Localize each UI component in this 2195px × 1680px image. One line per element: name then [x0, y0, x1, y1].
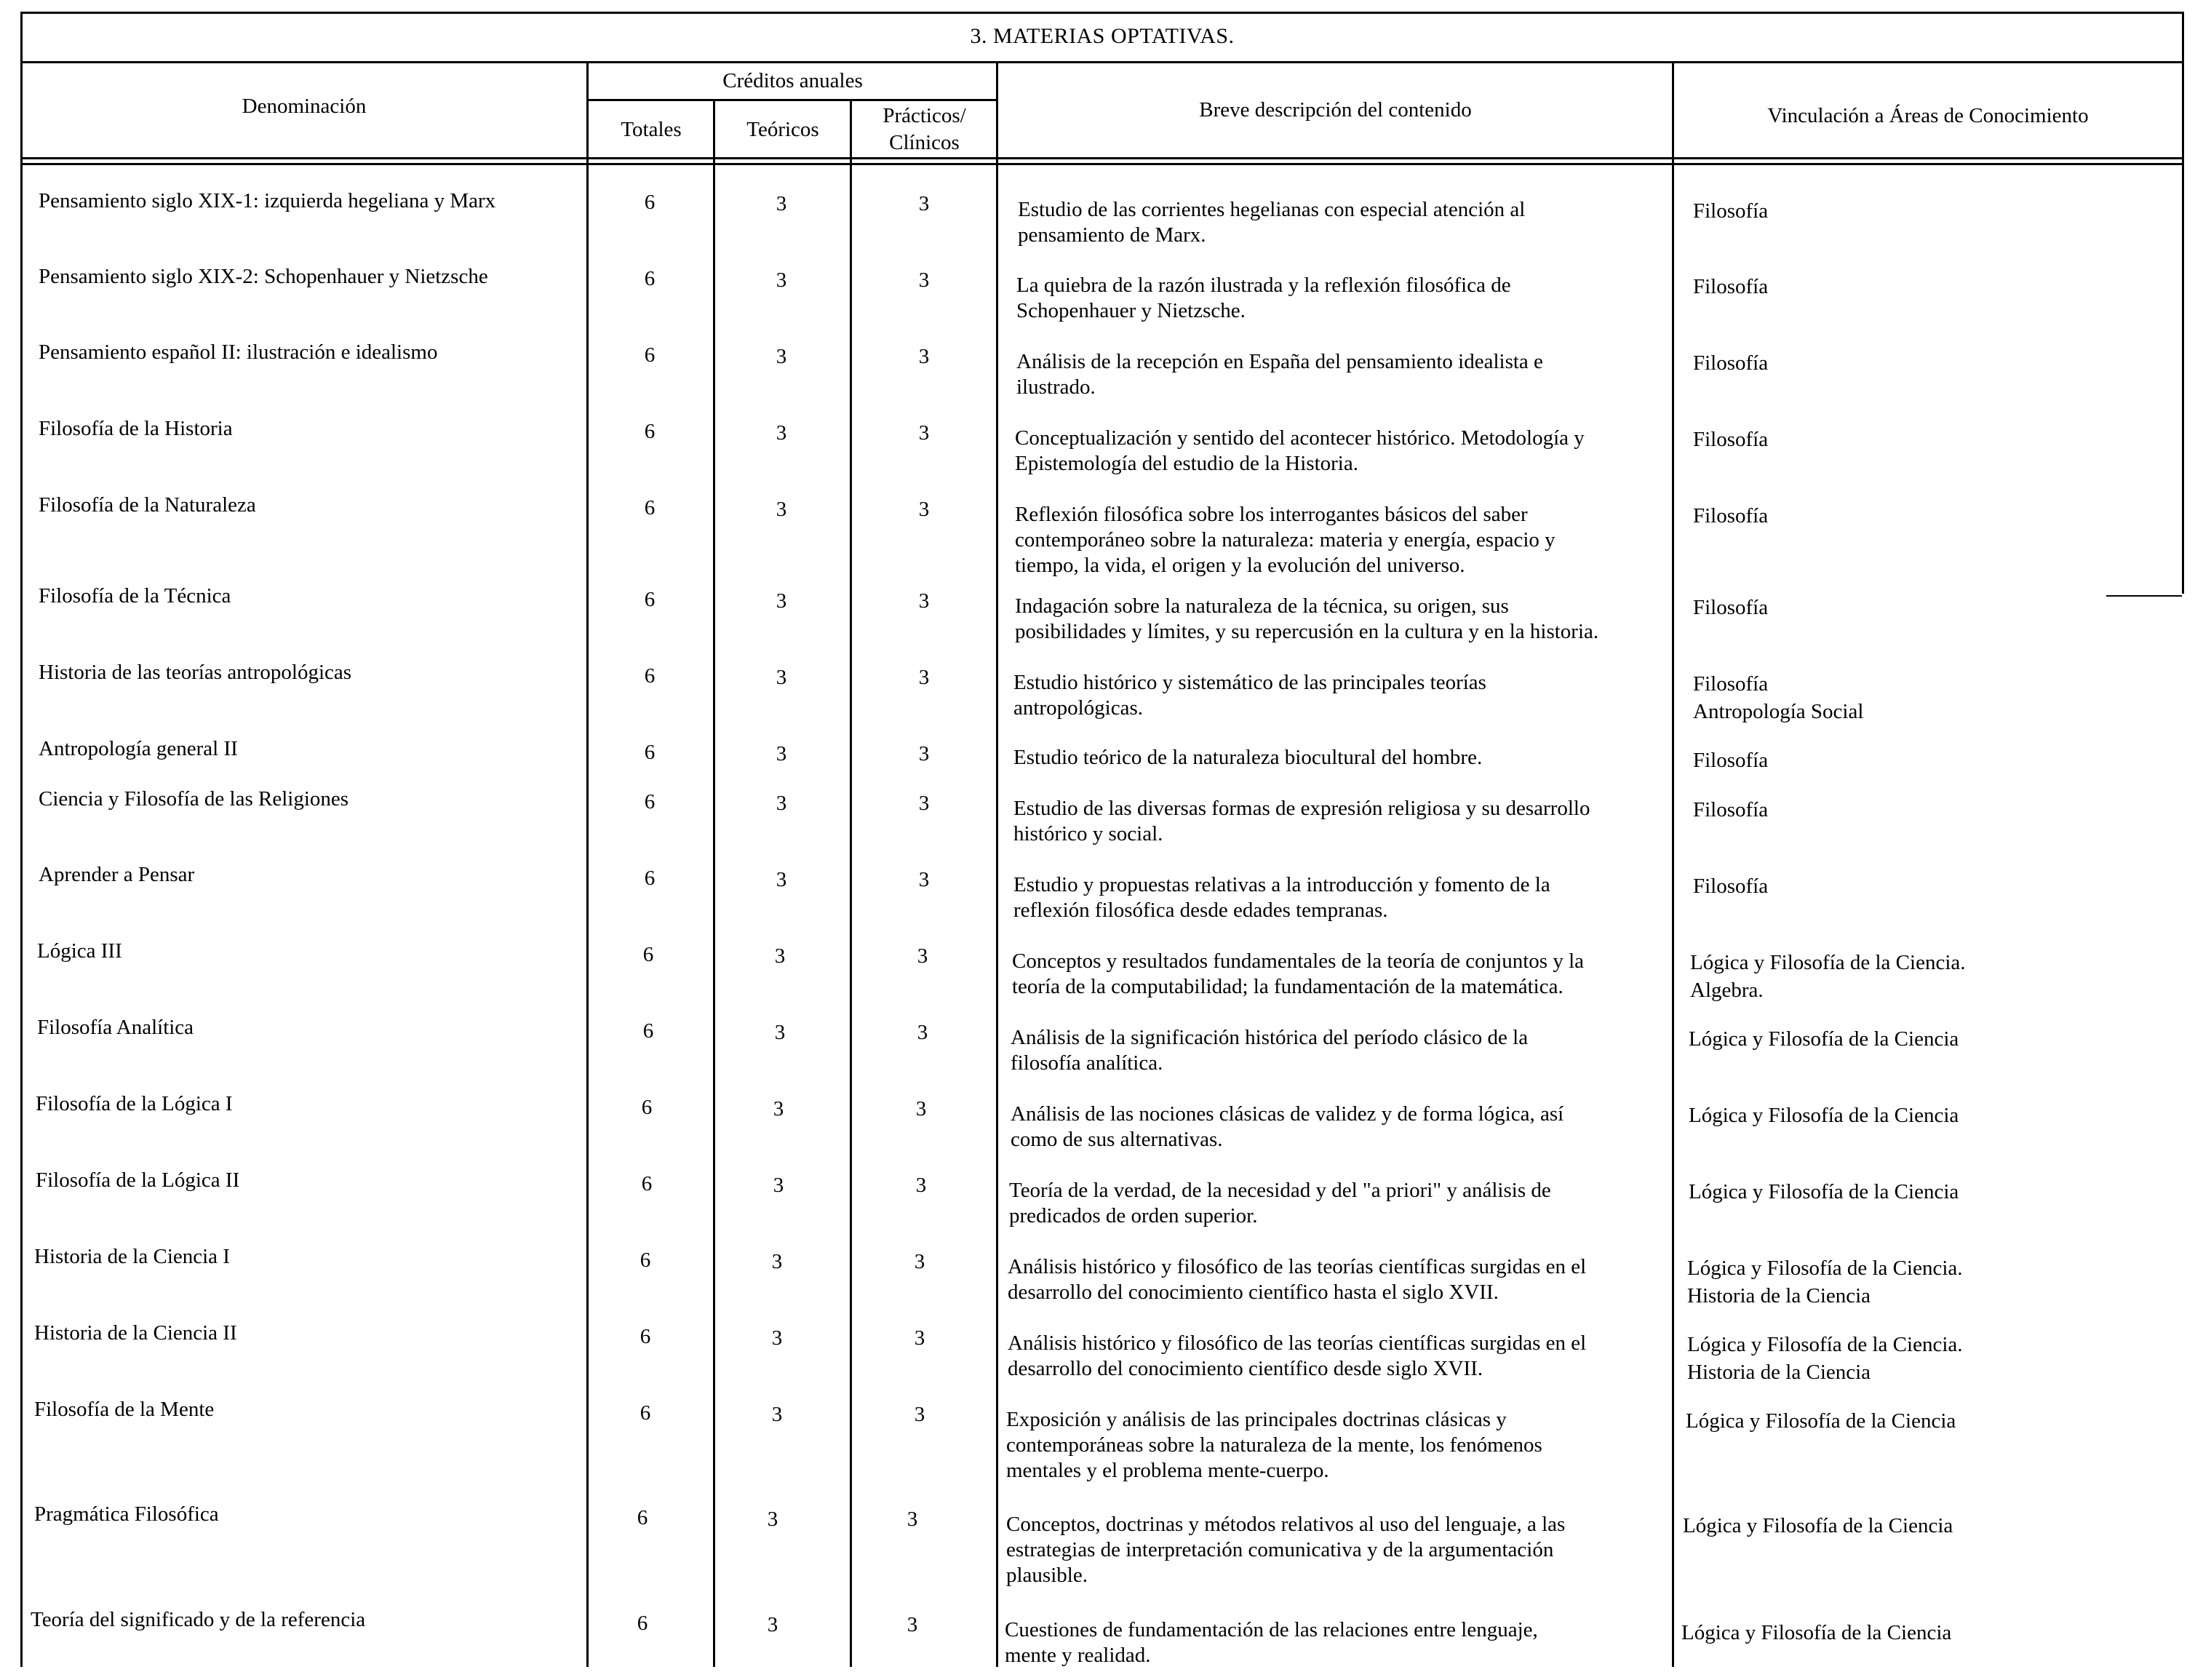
row-desc-line: Estudio de las corrientes hegelianas con especial atención al	[1018, 198, 1526, 221]
row-totales: 6	[644, 867, 656, 890]
row-name: Lógica III	[37, 939, 122, 963]
row-totales: 6	[644, 588, 656, 611]
row-desc-line: ilustrado.	[1016, 375, 1096, 399]
row-teoricos: 3	[774, 944, 786, 968]
header-teoricos: Teóricos	[746, 118, 819, 141]
header-vinculacion: Vinculación a Áreas de Conocimiento	[1767, 104, 2089, 127]
row-desc-line: Análisis de las nociones clásicas de validez y de forma lógica, así	[1011, 1102, 1564, 1126]
row-desc-line: histórico y social.	[1013, 822, 1163, 845]
row-area: Filosofía	[1693, 351, 1769, 375]
row-teoricos: 3	[776, 268, 787, 292]
row-desc-line: Estudio y propuestas relativas a la introducción y fomento de la	[1013, 873, 1550, 896]
row-practicos: 3	[914, 1403, 925, 1426]
row-area: Lógica y Filosofía de la Ciencia	[1689, 1104, 1959, 1127]
row-totales: 6	[641, 1172, 653, 1195]
row-totales: 6	[640, 1325, 651, 1348]
row-practicos: 3	[918, 498, 930, 521]
row-name: Ciencia y Filosofía de las Religiones	[39, 787, 349, 811]
row-teoricos: 3	[767, 1613, 778, 1636]
row-teoricos: 3	[773, 1097, 784, 1120]
header-clinicos: Clínicos	[889, 131, 960, 154]
row-practicos: 3	[918, 345, 930, 368]
table-right-border	[2182, 12, 2184, 594]
row-teoricos: 3	[776, 666, 787, 689]
row-area: Lógica y Filosofía de la Ciencia	[1689, 1027, 1959, 1051]
row-totales: 6	[641, 1096, 653, 1119]
row-desc-line: Reflexión filosófica sobre los interrogantes básicos del saber	[1015, 503, 1528, 526]
row-desc-line: Análisis histórico y filosófico de las teorías científicas surgidas en el	[1008, 1255, 1587, 1278]
row-desc-line: Schopenhauer y Nietzsche.	[1016, 299, 1246, 322]
row-name: Aprender a Pensar	[39, 863, 195, 886]
row-desc-line: teoría de la computabilidad; la fundamentación de la matemática.	[1012, 975, 1563, 998]
row-desc-line: Indagación sobre la naturaleza de la técnica, su origen, sus	[1015, 594, 1509, 618]
row-totales: 6	[644, 790, 656, 813]
row-teoricos: 3	[776, 868, 787, 891]
col-border-totales	[713, 99, 715, 1667]
row-practicos: 3	[918, 742, 930, 765]
row-desc-line: Análisis de la recepción en España del pensamiento idealista e	[1016, 350, 1543, 373]
row-totales: 6	[642, 943, 654, 966]
row-desc-line: desarrollo del conocimiento científico desde siglo XVII.	[1008, 1357, 1483, 1380]
row-totales: 6	[637, 1612, 648, 1635]
table-top-border	[20, 12, 2184, 14]
row-name: Historia de las teorías antropológicas	[39, 661, 352, 684]
row-desc-line: tiempo, la vida, el origen y la evolución del universo.	[1015, 554, 1465, 577]
row-area: Lógica y Filosofía de la Ciencia	[1689, 1180, 1959, 1203]
row-desc-line: mentales y el problema mente-cuerpo.	[1006, 1459, 1329, 1482]
row-area: Filosofía	[1693, 875, 1769, 898]
row-practicos: 3	[914, 1250, 925, 1273]
row-desc-line: Análisis de la significación histórica del período clásico de la	[1011, 1026, 1529, 1049]
row-desc-line: como de sus alternativas.	[1011, 1128, 1223, 1151]
row-totales: 6	[644, 191, 656, 214]
row-desc-line: Teoría de la verdad, de la necesidad y del "a priori" y análisis de	[1009, 1179, 1551, 1202]
row-totales: 6	[640, 1249, 651, 1272]
table-left-border	[20, 12, 23, 1667]
row-area: Filosofía	[1693, 672, 1769, 696]
row-name: Teoría del significado y de la referencia	[31, 1608, 366, 1631]
row-teoricos: 3	[776, 742, 787, 765]
col-border-denominacion	[586, 61, 589, 1667]
row-practicos: 3	[917, 944, 928, 968]
row-area: Filosofía	[1693, 428, 1769, 451]
row-totales: 6	[637, 1506, 648, 1529]
row-area: Historia de la Ciencia	[1687, 1361, 1871, 1384]
row-desc-line: mente y realidad.	[1005, 1644, 1151, 1667]
row-area: Lógica y Filosofía de la Ciencia	[1681, 1621, 1952, 1644]
row-teoricos: 3	[773, 1174, 784, 1197]
row-totales: 6	[644, 741, 656, 764]
row-teoricos: 3	[776, 792, 787, 815]
row-practicos: 3	[914, 1326, 925, 1350]
row-desc-line: plausible.	[1006, 1564, 1088, 1587]
row-name: Pensamiento español II: ilustración e idealismo	[39, 341, 438, 364]
row-practicos: 3	[907, 1613, 918, 1636]
row-practicos: 3	[918, 792, 930, 815]
row-desc-line: Conceptualización y sentido del acontecer histórico. Metodología y	[1015, 426, 1585, 450]
row-practicos: 3	[918, 666, 930, 689]
row-teoricos: 3	[771, 1326, 783, 1350]
row-practicos: 3	[918, 268, 930, 292]
row-desc-line: Cuestiones de fundamentación de las relaciones entre lenguaje,	[1005, 1618, 1538, 1641]
row-desc-line: Conceptos, doctrinas y métodos relativos al uso del lenguaje, a las	[1006, 1513, 1566, 1536]
row-desc-line: pensamiento de Marx.	[1018, 223, 1206, 247]
row-teoricos: 3	[776, 192, 787, 215]
row-desc-line: predicados de orden superior.	[1009, 1204, 1258, 1227]
row-name: Pragmática Filosófica	[34, 1502, 219, 1526]
row-desc-line: Estudio histórico y sistemático de las principales teorías	[1013, 671, 1486, 694]
col-border-teoricos	[850, 99, 852, 1667]
header-creditos-anuales: Créditos anuales	[722, 69, 863, 92]
row-name: Filosofía de la Técnica	[39, 584, 231, 608]
row-practicos: 3	[915, 1097, 927, 1120]
header-denominacion: Denominación	[242, 95, 367, 118]
row-name: Antropología general II	[39, 737, 238, 760]
header-descripcion: Breve descripción del contenido	[1199, 98, 1472, 122]
row-name: Historia de la Ciencia I	[34, 1245, 230, 1268]
row-name: Pensamiento siglo XIX-1: izquierda hegeliana y Marx	[39, 189, 496, 212]
row-desc-line: contemporáneas sobre la naturaleza de la mente, los fenómenos	[1006, 1433, 1542, 1457]
row-desc-line: Estudio teórico de la naturaleza biocultural del hombre.	[1013, 746, 1483, 769]
row-area: Historia de la Ciencia	[1687, 1284, 1871, 1307]
row-name: Filosofía de la Lógica I	[36, 1092, 233, 1115]
row-desc-line: Exposición y análisis de las principales doctrinas clásicas y	[1006, 1408, 1507, 1431]
row-practicos: 3	[918, 589, 930, 613]
row-name: Filosofía de la Lógica II	[36, 1169, 240, 1192]
header-bottom-border	[20, 157, 2184, 159]
row-area: Lógica y Filosofía de la Ciencia.	[1687, 1333, 1963, 1356]
row-name: Filosofía de la Historia	[39, 417, 233, 440]
row-desc-line: La quiebra de la razón ilustrada y la reflexión filosófica de	[1016, 274, 1511, 297]
row-desc-line: desarrollo del conocimiento científico hasta el siglo XVII.	[1008, 1281, 1499, 1304]
row-desc-line: estrategias de interpretación comunicativa y de la argumentación	[1006, 1538, 1554, 1561]
row-name: Historia de la Ciencia II	[34, 1321, 237, 1345]
row-area: Filosofía	[1693, 504, 1769, 528]
row-area: Antropología Social	[1693, 700, 1864, 723]
row-area: Filosofía	[1693, 199, 1769, 223]
row-teoricos: 3	[767, 1508, 778, 1531]
col-border-descripcion	[1672, 61, 1674, 1667]
row-totales: 6	[644, 267, 656, 290]
row-desc-line: contemporáneo sobre la naturaleza: materia y energía, espacio y	[1015, 528, 1555, 552]
stray-mark	[2106, 595, 2182, 597]
row-area: Filosofía	[1693, 596, 1769, 619]
row-teoricos: 3	[771, 1250, 783, 1273]
header-practicos: Prácticos/	[883, 104, 966, 127]
row-teoricos: 3	[771, 1403, 783, 1426]
row-totales: 6	[640, 1401, 651, 1425]
row-practicos: 3	[918, 421, 930, 445]
row-name: Filosofía Analítica	[37, 1016, 194, 1039]
row-teoricos: 3	[774, 1021, 786, 1044]
row-desc-line: antropológicas.	[1013, 696, 1143, 720]
row-teoricos: 3	[776, 589, 787, 613]
row-area: Algebra.	[1690, 979, 1764, 1002]
row-area: Filosofía	[1693, 275, 1769, 298]
row-area: Lógica y Filosofía de la Ciencia	[1686, 1409, 1956, 1433]
row-area: Lógica y Filosofía de la Ciencia.	[1690, 951, 1966, 974]
col-border-practicos	[996, 61, 998, 1667]
row-area: Lógica y Filosofía de la Ciencia.	[1687, 1257, 1963, 1280]
row-practicos: 3	[917, 1021, 928, 1044]
row-totales: 6	[644, 664, 656, 688]
row-totales: 6	[644, 496, 656, 519]
row-practicos: 3	[907, 1508, 918, 1531]
title-separator	[20, 61, 2184, 63]
row-desc-line: Conceptos y resultados fundamentales de la teoría de conjuntos y la	[1012, 950, 1585, 973]
row-totales: 6	[644, 343, 656, 367]
row-area: Filosofía	[1693, 798, 1769, 821]
header-totales: Totales	[621, 118, 682, 141]
row-teoricos: 3	[776, 421, 787, 445]
creditos-separator	[588, 99, 997, 101]
row-desc-line: Análisis histórico y filosófico de las teorías científicas surgidas en el	[1008, 1331, 1587, 1355]
row-practicos: 3	[918, 192, 930, 215]
row-desc-line: posibilidades y límites, y su repercusión en la cultura y en la historia.	[1015, 620, 1599, 643]
row-desc-line: reflexión filosófica desde edades tempranas.	[1013, 899, 1388, 922]
row-area: Lógica y Filosofía de la Ciencia	[1683, 1514, 1953, 1537]
row-name: Filosofía de la Naturaleza	[39, 493, 256, 517]
row-desc-line: Estudio de las diversas formas de expresión religiosa y su desarrollo	[1013, 797, 1590, 820]
row-name: Filosofía de la Mente	[34, 1398, 215, 1421]
row-desc-line: filosofía analítica.	[1011, 1051, 1163, 1075]
row-area: Filosofía	[1693, 749, 1769, 772]
row-desc-line: Epistemología del estudio de la Historia.	[1015, 452, 1358, 475]
header-bottom-border-2	[20, 163, 2184, 165]
row-name: Pensamiento siglo XIX-2: Schopenhauer y Nietzsche	[39, 265, 488, 288]
row-practicos: 3	[918, 868, 930, 891]
row-totales: 6	[644, 420, 656, 443]
table-title: 3. MATERIAS OPTATIVAS.	[970, 24, 1235, 48]
row-practicos: 3	[915, 1174, 927, 1197]
row-teoricos: 3	[776, 498, 787, 521]
row-totales: 6	[642, 1019, 654, 1043]
row-teoricos: 3	[776, 345, 787, 368]
